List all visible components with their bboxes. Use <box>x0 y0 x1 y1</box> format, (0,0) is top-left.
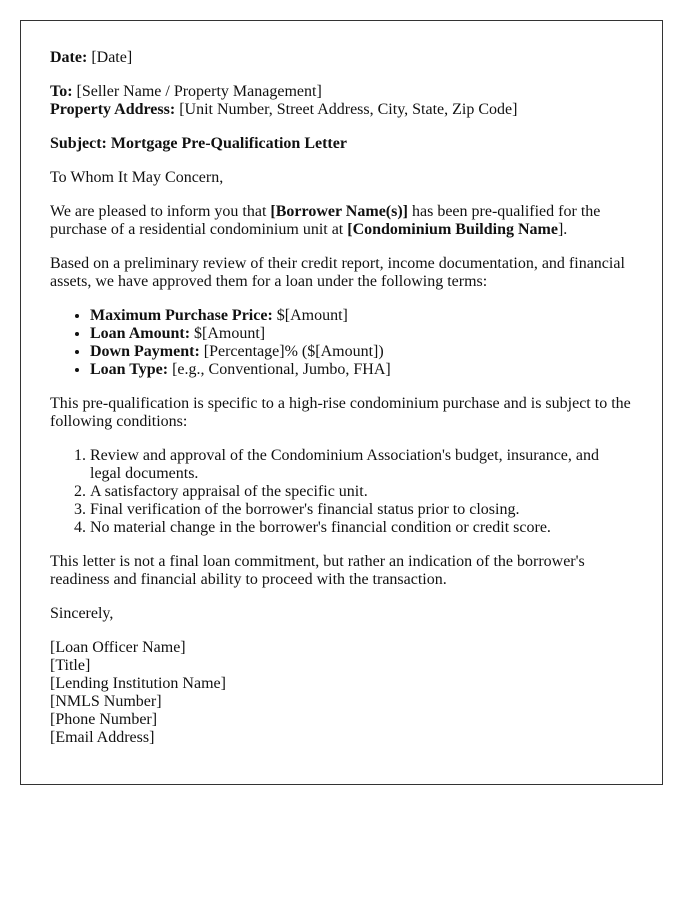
loan-term-item <box>90 325 633 343</box>
term-value: [Percentage]% ($[Amount]) <box>199 343 384 360</box>
loan-terms-list <box>50 307 633 379</box>
letter-document <box>20 20 663 785</box>
date-line <box>50 49 633 67</box>
term-label: Loan Type: <box>90 361 169 378</box>
closing: Sincerely, <box>50 605 114 622</box>
condition-item: 2. A satisfactory appraisal of the specific unit. <box>90 483 603 501</box>
date-value: [Date] <box>87 49 133 66</box>
date-label: Date: <box>50 49 88 66</box>
intro-paragraph <box>50 203 633 239</box>
intro-text: We are pleased to inform you that <box>50 203 271 220</box>
loan-term-item <box>90 307 633 325</box>
building-name: [Condominium Building Name <box>347 221 558 238</box>
recipient-line <box>50 83 633 101</box>
signature-block <box>50 639 633 747</box>
nmls-number: [NMLS Number] <box>50 693 162 710</box>
recipient-label: To: <box>50 83 73 100</box>
term-value: $[Amount] <box>190 325 266 342</box>
recipient-value: [Seller Name / Property Management] <box>72 83 322 100</box>
intro-text: ]. <box>557 221 568 238</box>
subject-text: Subject: Mortgage Pre-Qualification Letter <box>50 135 347 152</box>
phone-number: [Phone Number] <box>50 711 158 728</box>
condition-item: 3. Final verification of the borrower's financial status prior to closing. <box>90 501 603 519</box>
condition-item: 1. Review and approval of the Condominium Association's budget, insurance, and legal documents. <box>90 447 603 483</box>
borrower-name: [Borrower Name(s)] <box>270 203 408 220</box>
disclaimer-paragraph: This letter is not a final loan commitment, but rather an indication of the borrower's readiness and financial ability to proceed with the transaction. <box>50 553 585 588</box>
loan-term-item <box>90 343 633 361</box>
loan-term-item <box>90 361 633 379</box>
email-address: [Email Address] <box>50 729 155 746</box>
term-label: Down Payment: <box>90 343 200 360</box>
condition-item: 4. No material change in the borrower's financial condition or credit score. <box>90 519 603 537</box>
property-address-label: Property Address: <box>50 101 176 118</box>
property-address-value: [Unit Number, Street Address, City, State, Zip Code] <box>175 101 518 118</box>
property-address-line <box>50 101 633 119</box>
loan-officer-name: [Loan Officer Name] <box>50 639 186 656</box>
officer-title: [Title] <box>50 657 91 674</box>
lending-institution: [Lending Institution Name] <box>50 675 226 692</box>
conditions-list <box>50 447 633 537</box>
term-label: Maximum Purchase Price: <box>90 307 273 324</box>
term-value: [e.g., Conventional, Jumbo, FHA] <box>168 361 391 378</box>
intro-text: has been pre-qualified for the purchase of a residential condominium unit at <box>50 203 601 238</box>
term-label: Loan Amount: <box>90 325 191 342</box>
term-value: $[Amount] <box>272 307 348 324</box>
salutation: To Whom It May Concern, <box>50 169 224 186</box>
subject-line <box>50 135 633 153</box>
review-paragraph: Based on a preliminary review of their credit report, income documentation, and financial assets, we have approved them for a loan under the following terms: <box>50 255 625 290</box>
conditions-intro: This pre-qualification is specific to a high-rise condominium purchase and is subject to the following conditions: <box>50 395 631 430</box>
